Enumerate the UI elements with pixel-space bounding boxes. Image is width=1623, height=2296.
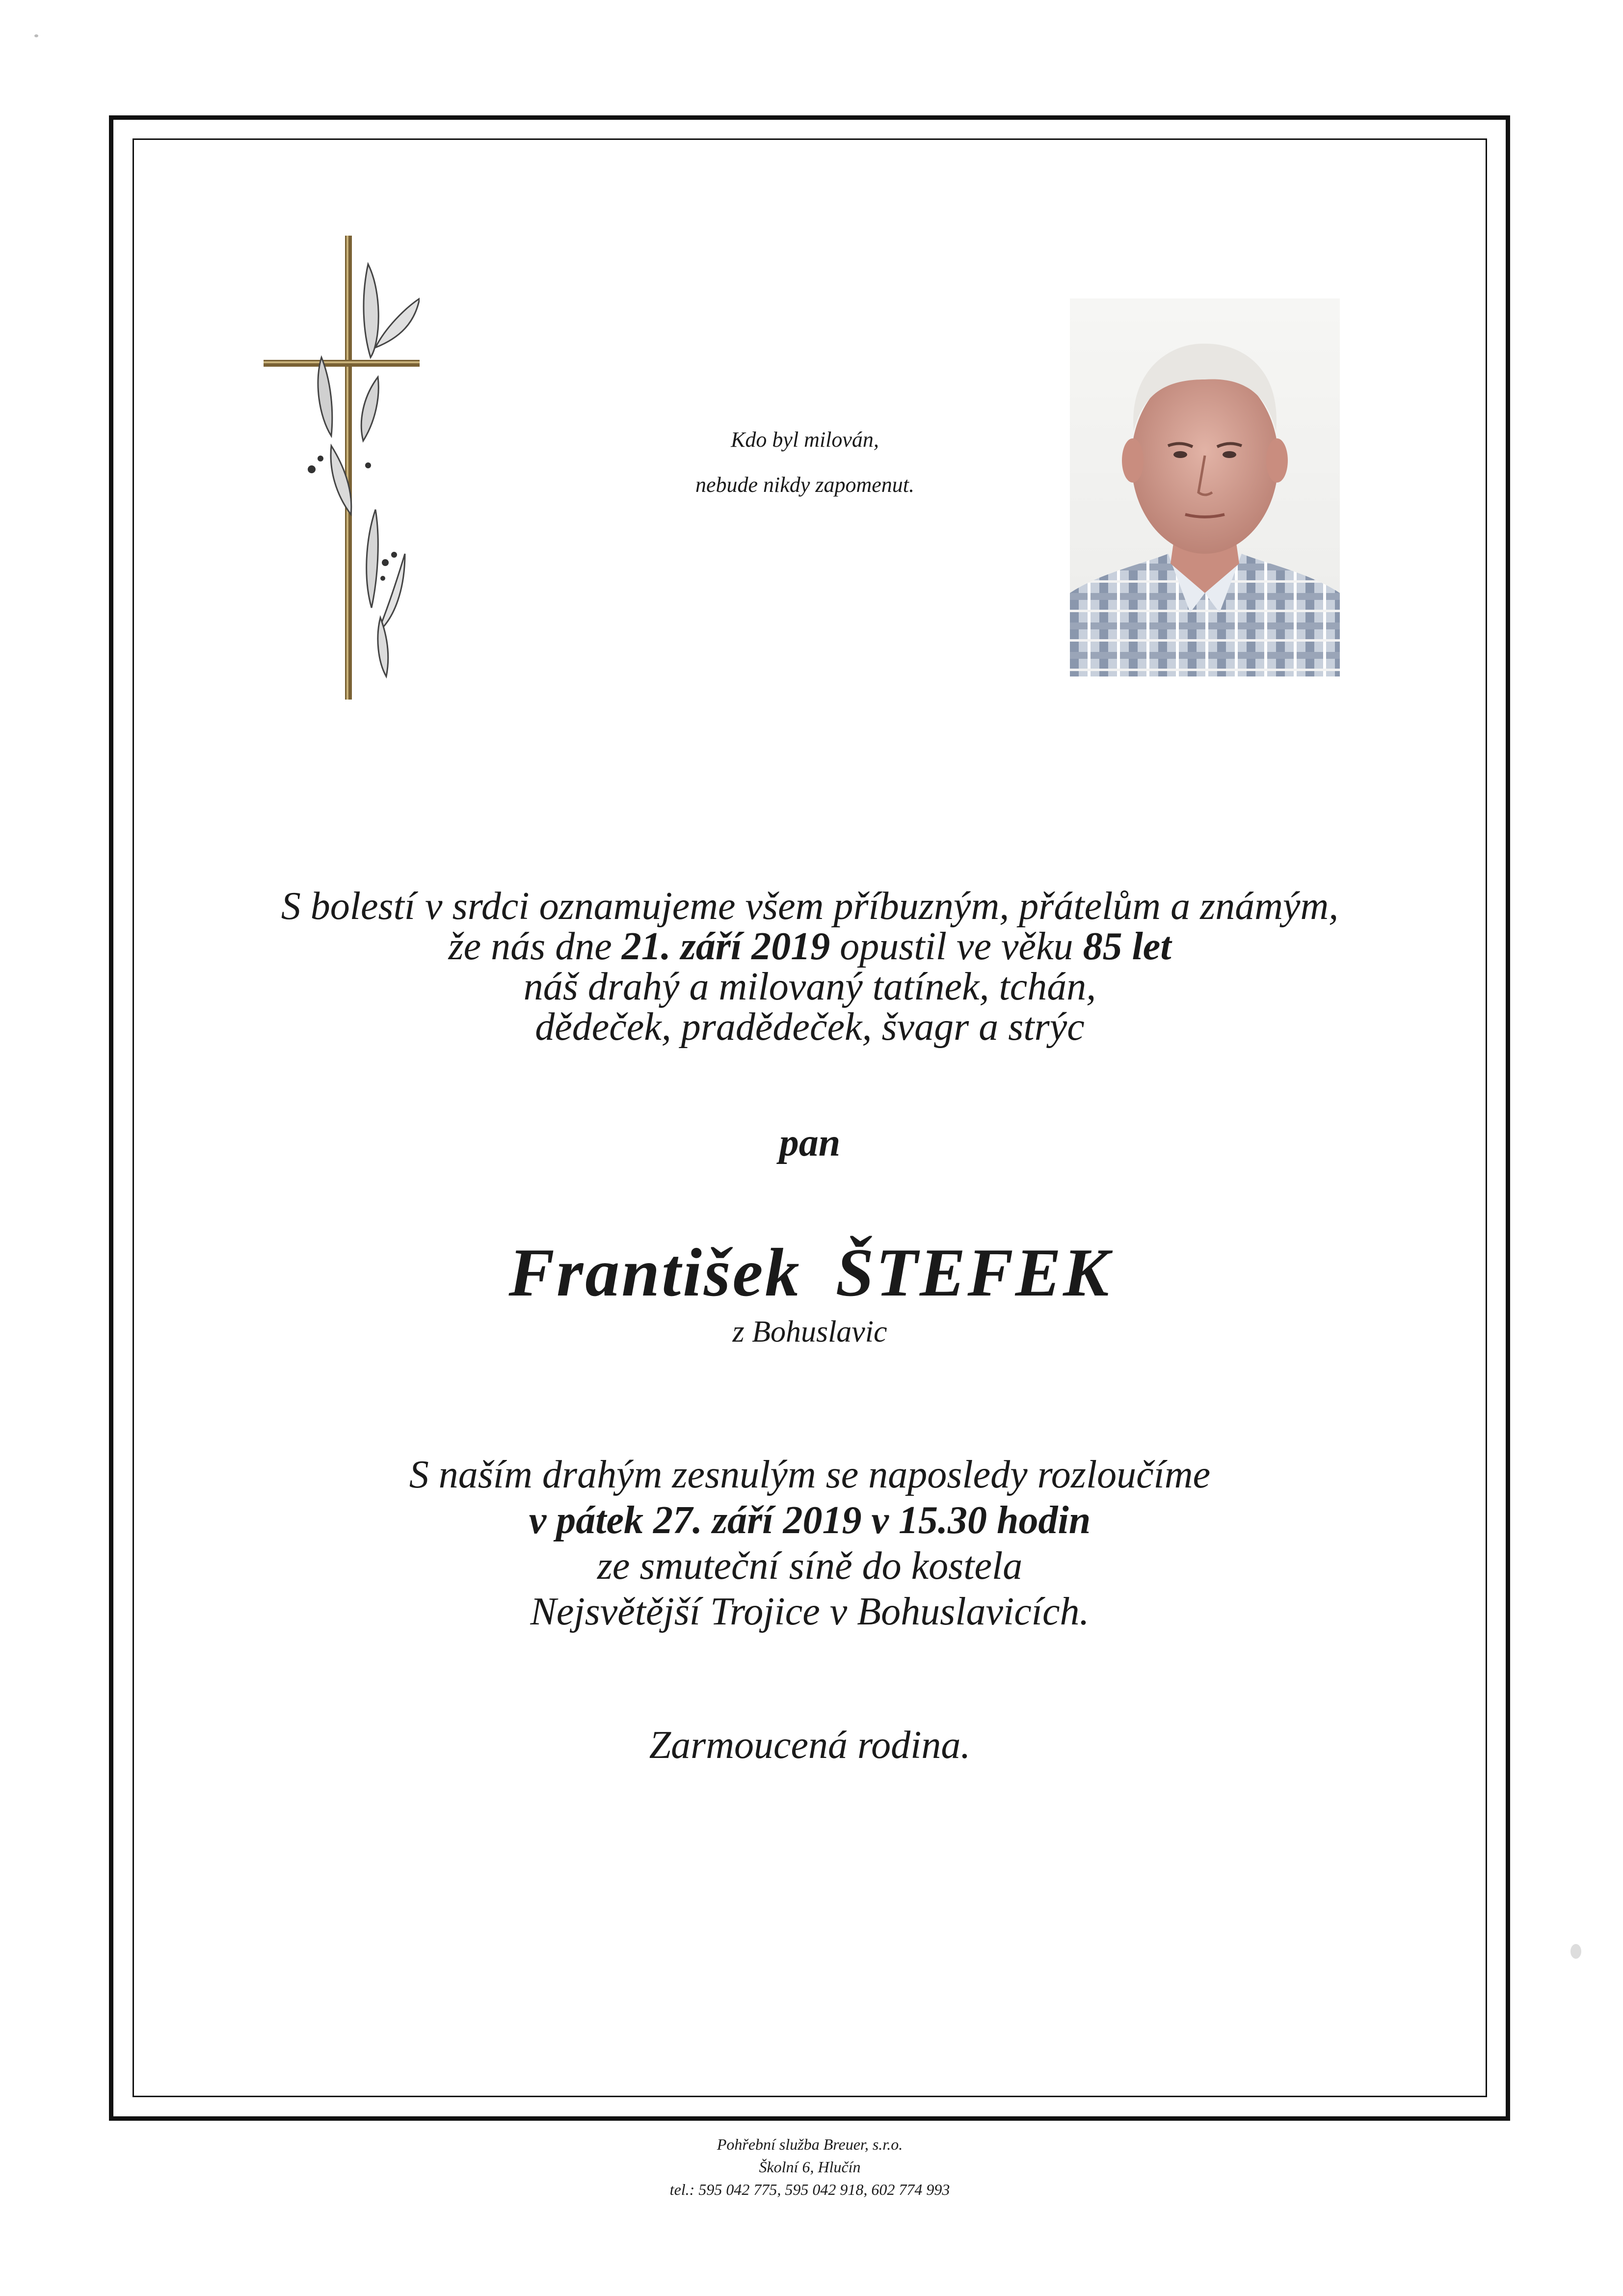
motto: [579, 417, 1031, 508]
portrait-photo: [1070, 298, 1340, 676]
origin: z Bohuslavic: [732, 1315, 887, 1349]
farewell-date-time: v pátek 27. září 2019 v 15.30 hodin: [529, 1499, 1091, 1542]
footer-phones: tel.: 595 042 775, 595 042 918, 602 774 993: [669, 2181, 950, 2198]
motto-line-1: Kdo byl milován,: [731, 428, 879, 452]
announcement-line-3: náš drahý a milovaný tatínek, tchán,: [523, 965, 1096, 1008]
title-pan: pan: [779, 1121, 841, 1164]
first-name: František: [508, 1235, 801, 1311]
footer-address: Školní 6, Hlučín: [759, 2158, 861, 2176]
closing: Zarmoucená rodina.: [649, 1724, 971, 1767]
announcement-line-2-mid: opustil ve věku: [830, 925, 1083, 968]
farewell-line-1: S naším drahým zesnulým se naposledy rozloučíme: [409, 1453, 1211, 1496]
announcement-line-4: dědeček, pradědeček, švagr a strýc: [535, 1005, 1085, 1049]
scan-mark: [34, 34, 38, 37]
announcement: [147, 886, 1472, 1047]
announcement-line-2-pre: že nás dne: [448, 925, 622, 968]
farewell-line-4: Nejsvětější Trojice v Bohuslavicích.: [530, 1590, 1090, 1633]
death-date: 21. září 2019: [621, 925, 830, 968]
announcement-line-1: S bolestí v srdci oznamujeme všem příbuzným, přátelům a známým,: [281, 885, 1339, 928]
announcement-line-2: [147, 926, 1472, 967]
surname: ŠTEFEK: [835, 1235, 1111, 1311]
funeral-service-footer: [515, 2133, 1104, 2201]
age: 85 let: [1083, 925, 1171, 968]
obituary-body: [147, 886, 1472, 1767]
motto-line-2: nebude nikdy zapomenut.: [695, 473, 914, 497]
footer-company: Pohřební služba Breuer, s.r.o.: [717, 2135, 903, 2153]
farewell-line-3: ze smuteční síně do kostela: [597, 1544, 1023, 1588]
cross-with-leaves-icon: [258, 235, 420, 701]
farewell: [147, 1452, 1472, 1635]
scan-mark: [1570, 1944, 1581, 1959]
deceased-name: [147, 1235, 1472, 1311]
